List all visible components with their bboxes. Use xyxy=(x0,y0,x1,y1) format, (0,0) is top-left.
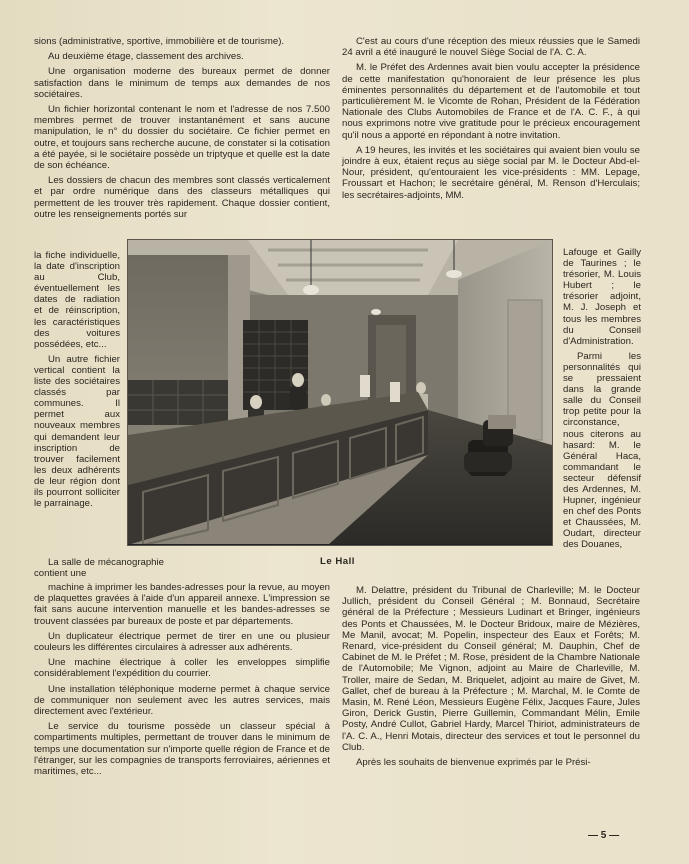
photo-caption: Le Hall xyxy=(320,556,355,567)
paragraph: Une organisation moderne des bureaux permet de donner satisfaction dans le minimum de temps aux demandes de nos sociétaires. xyxy=(34,66,330,100)
right-column xyxy=(342,36,640,205)
paragraph: Un fichier horizontal contenant le nom et l'adresse de nos 7.500 membres permet de trouver instantanément et sans aucune manipulation, le n° du dossier du sociétaire. Ce fichier permet en outre, et toujours sans recherche aucune, de constater si la cotisation a été payée, si le sociétaire possède un triptyque et quelle est la date de son échéance. xyxy=(34,104,330,172)
paragraph: Une machine électrique à coller les enveloppes simplifie considérablement l'expédition du courrier. xyxy=(34,657,330,680)
hall-photograph xyxy=(127,239,553,546)
left-column-bottom xyxy=(34,582,330,781)
paragraph: Un duplicateur électrique permet de tirer en une ou plusieur couleurs les différentes circulaires à adresser aux adhérents. xyxy=(34,630,330,654)
hall-photo-illustration xyxy=(128,240,552,545)
paragraph: La salle de mécanographie contient une xyxy=(34,557,164,580)
paragraph: Lafouge et Gailly de Taurines ; le trésorier, M. Louis Hubert ; le trésorier adjoint, M. J. Joseph et tous les membres du Conseil d'Administration. xyxy=(563,247,641,347)
paragraph: Une installation téléphonique moderne permet à chaque service de communiquer non seulement avec les autres services, mais directement avec l'extérieur. xyxy=(34,683,330,718)
paragraph: Après les souhaits de bienvenue exprimés par le Prési- xyxy=(356,757,591,769)
left-column xyxy=(34,36,330,224)
paragraph: M. le Préfet des Ardennes avait bien voulu accepter la présidence de cette manifestation qu'honoraient de leur présence les plus éminentes personnalités du département et de l'automobile et tout particulièrement M. le Vicomte de Rohan, Président de la Fédération Nationale des Clubs Automobiles de France et de l'A. C. F., à qui nous exprimons notre vive gratitude pour le précieux encouragement qu'il nous a apporté en répondant à notre invitation. xyxy=(342,62,640,141)
paragraph: machine à imprimer les bandes-adresses pour la revue, au moyen de plaquettes gravées à l'aide d'un appareil annexe. L'impression se fait sans aucune intervention manuelle et les bandes-adresses se trouvent classées par bureaux de poste et par départements. xyxy=(34,582,330,627)
paragraph: Un autre fichier vertical contient la liste des sociétaires classés par communes. Il permet aux nouveaux membres qui demandent leur inscription de trouver facilement les deux adhérents de leur région dont ils pourront solliciter le parrainage. xyxy=(34,353,120,510)
paragraph: Au deuxième étage, classement des archives. xyxy=(48,51,244,63)
right-column-bottom xyxy=(342,585,640,772)
paragraph: M. Delattre, président du Tribunal de Charleville; M. le Docteur Jullich, président du Conseil Général ; M. Bonnaud, Secrétaire général de la Préfecture ; Messieurs Ludinart et Bringer, ingénieurs des Ponts et Chaussées, M. le Docteur Bridoux, maire de Mézières, Me Manil, avocat; M. Popelin, inspecteur des Eaux et Forêts; M. Renard, vice-président du Conseil général; M. Dauphin, Chef de Cabinet de M. le Préfet ; M. Rose, président de la Chambre Nationale de l'Automobile; Me Vignon, adjoint au Maire de Charleville, M. Troller, maire de Sedan, M. Briquelet, adjoint au maire de Givet, M. Gallet, chef de bureau à la Préfecture ; M. Marchal, M. le Comte de Masin, M. René Léon, Messieurs Eugène Félix, Jacques Faure, Jules Giron, Derick Gustin, Pierre Guillemin, Commandant Mélin, Emile Posty, André Cullot, Gabriel Hardy, Marcel Thiriot, administrateurs de l'A. C. A., Henri Motais, directeur des services et tout le personnel du Club. xyxy=(342,585,640,753)
left-caption-row-text xyxy=(34,557,164,579)
paragraph: C'est au cours d'une réception des mieux réussies que le Samedi 24 avril a été inauguré le nouvel Siège Social de l'A. C. A. xyxy=(342,36,640,59)
paragraph: A 19 heures, les invités et les sociétaires qui avaient bien voulu se joindre à eux, étaient reçus au siège social par M. le Docteur Abd-el-Nour, président, qu'entouraient les vice-présidents : MM. Lepage, Froussart et Hachon; le secrétaire général, M. Renson d'Herculais; les secrétaires-adjoints, MM. xyxy=(342,144,640,201)
paragraph: Les dossiers de chacun des membres sont classés verticalement et par ordre numérique dans des classeurs métalliques qui permettent de les trouver très rapidement. Chaque dossier contient, outre les renseignements portés sur xyxy=(34,175,330,220)
paragraph: la fiche individuelle, la date d'inscription au Club, éventuellement les dates de radiation et de réinscription, les caractéristiques des voitures possédées, etc... xyxy=(34,250,120,350)
left-wrap-text xyxy=(34,250,120,509)
right-wrap-text xyxy=(563,247,641,551)
page-number: — 5 — xyxy=(588,830,620,841)
paragraph: sions (administrative, sportive, immobilière et de tourisme). xyxy=(34,36,285,47)
paragraph: Parmi les personnalités qui se pressaient dans la grande salle du Conseil trop petite pour la circonstance, nous citerons au hasard: M. le Général Haca, commandant le secteur défensif des Ardennes, M. Hupner, ingénieur en chef des Ponts et Chaussées, M. Oudart, directeur des Douanes, xyxy=(563,350,641,551)
paragraph: Le service du tourisme possède un classeur spécial à compartiments multiples, permettant de trouver dans le minimum de temps une documentation sur n'importe quelle région de France et de l'étranger, sur les compagnies de transports ferroviaires, aériennes et maritimes, etc... xyxy=(34,721,330,778)
